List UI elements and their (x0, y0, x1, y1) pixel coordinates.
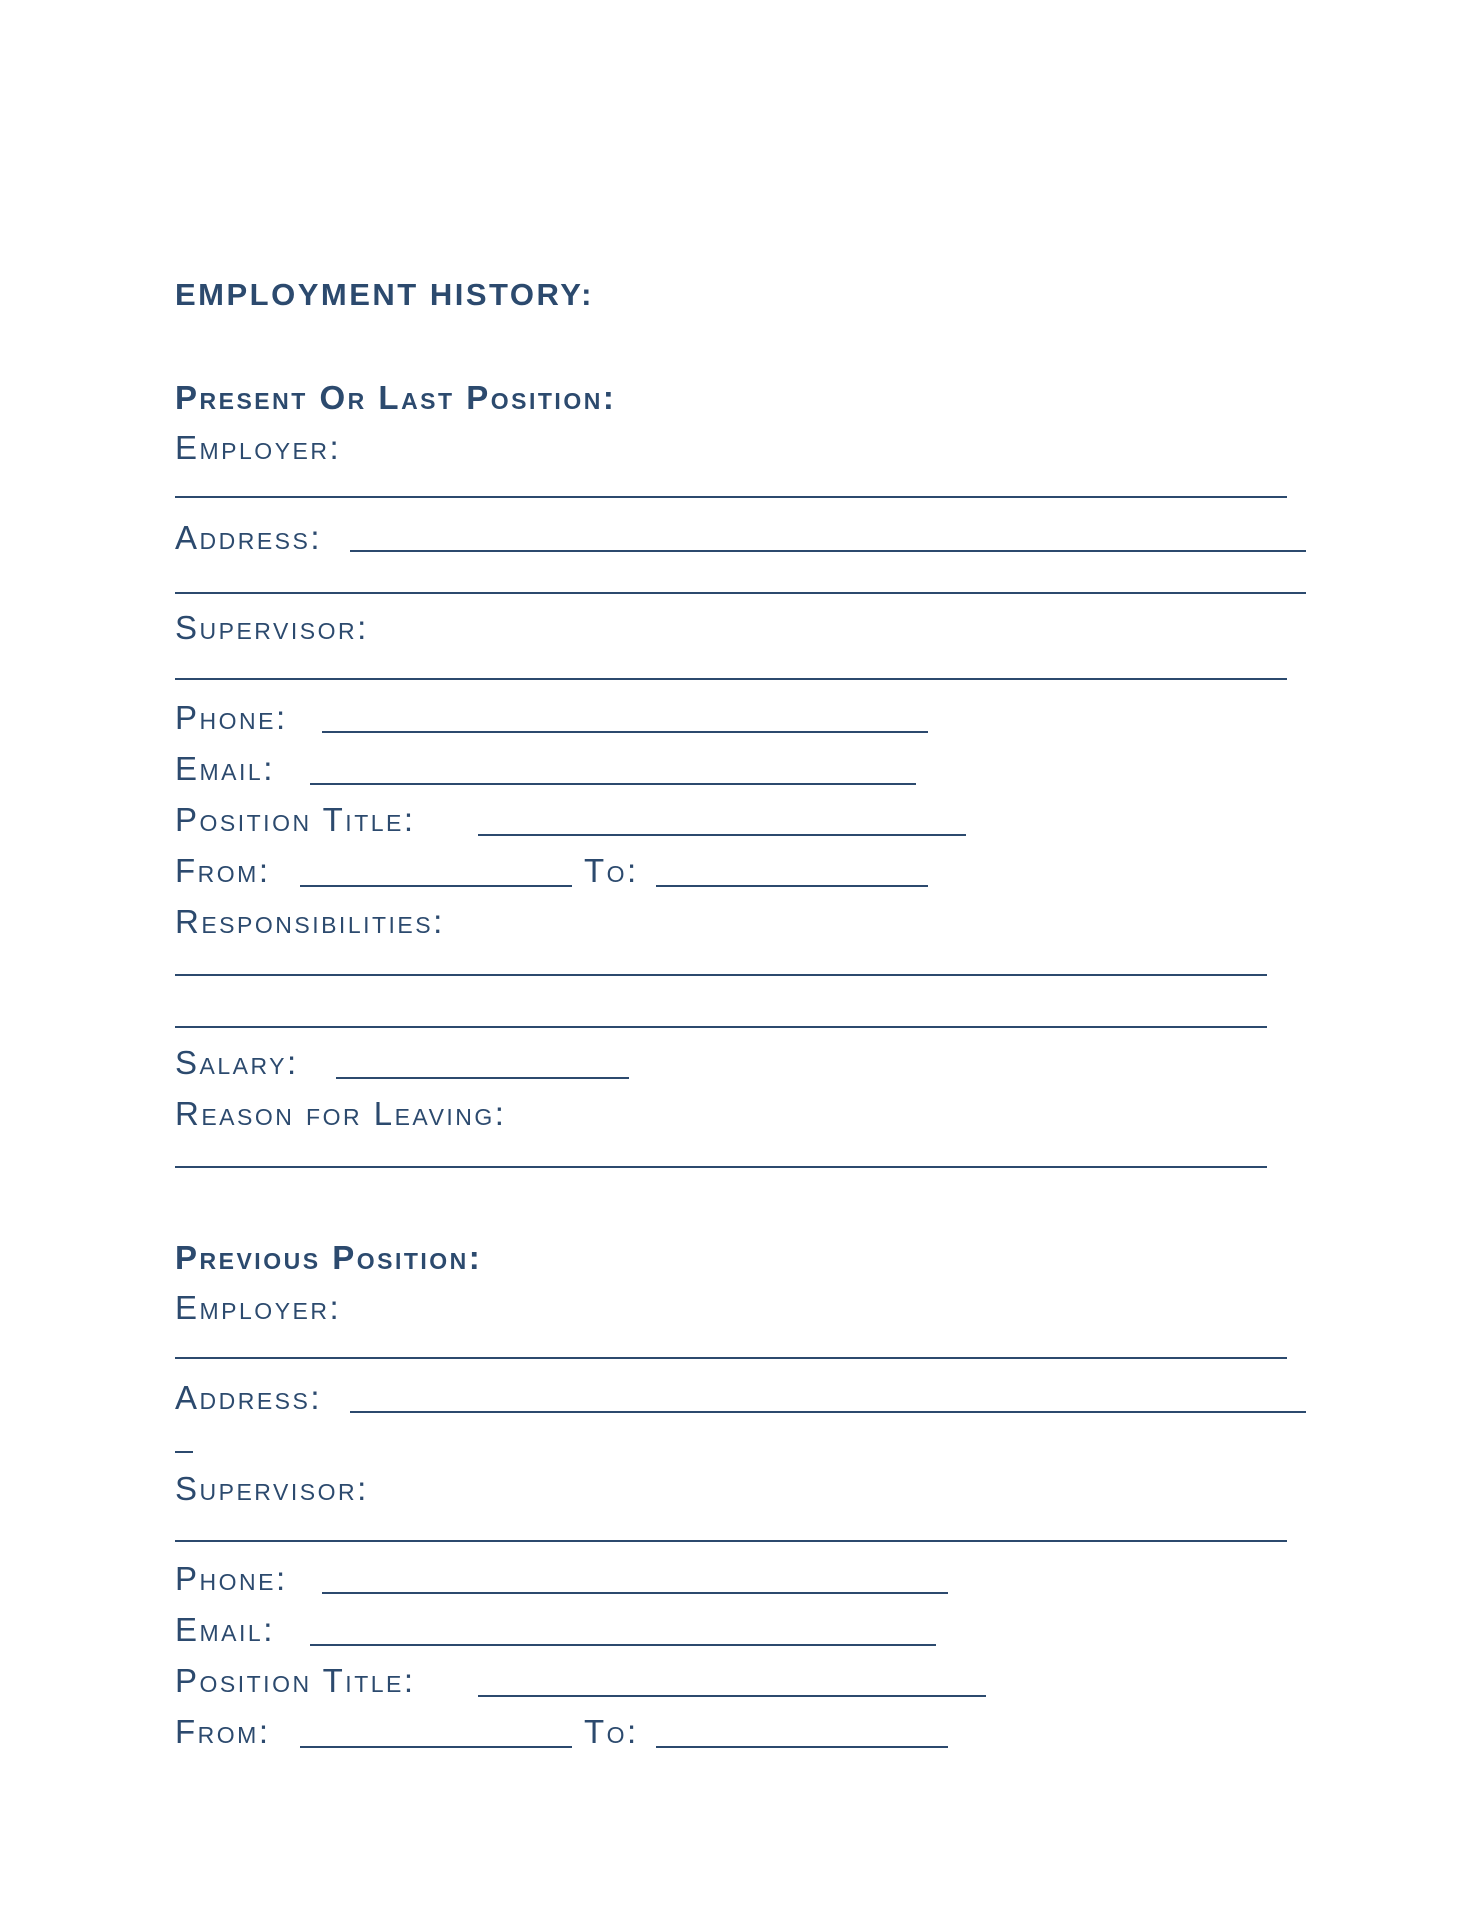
present-responsibilities-field-line2[interactable] (175, 1026, 1267, 1028)
present-to-field[interactable] (656, 885, 928, 887)
present-employer-field[interactable] (175, 496, 1287, 498)
present-phone-field[interactable] (322, 731, 928, 733)
present-from-field[interactable] (300, 885, 572, 887)
present-address-row: Address: (175, 519, 323, 556)
present-phone-row: Phone: (175, 699, 288, 736)
previous-employer-field[interactable] (175, 1357, 1287, 1359)
present-supervisor-field[interactable] (175, 678, 1287, 680)
present-employer-label: Employer: (175, 429, 342, 466)
present-reason-field[interactable] (175, 1166, 1267, 1168)
present-email-field[interactable] (310, 783, 916, 785)
previous-phone-field[interactable] (322, 1592, 948, 1594)
previous-from-label: From: (175, 1713, 271, 1750)
present-position-title-field[interactable] (478, 834, 966, 836)
previous-position-heading: Previous Position: (175, 1239, 483, 1276)
present-salary-row: Salary: (175, 1044, 299, 1081)
previous-supervisor-field[interactable] (175, 1540, 1287, 1542)
present-reason-label: Reason for Leaving: (175, 1095, 507, 1132)
present-responsibilities-field-line1[interactable] (175, 974, 1267, 976)
previous-from-field[interactable] (300, 1746, 572, 1748)
present-address-field-line2[interactable] (175, 592, 1306, 594)
page-title: EMPLOYMENT HISTORY: (175, 277, 594, 312)
present-to-label: To: (584, 852, 639, 889)
previous-supervisor-label: Supervisor: (175, 1470, 369, 1507)
previous-position-title-row: Position Title: (175, 1662, 416, 1699)
present-address-field[interactable] (350, 550, 1306, 552)
previous-email-row: Email: (175, 1611, 275, 1648)
previous-employer-label: Employer: (175, 1289, 342, 1326)
present-salary-field[interactable] (336, 1077, 629, 1079)
present-supervisor-label: Supervisor: (175, 609, 369, 646)
present-position-heading: Present Or Last Position: (175, 379, 617, 416)
previous-to-label: To: (584, 1713, 639, 1750)
previous-phone-row: Phone: (175, 1560, 288, 1597)
previous-email-field[interactable] (310, 1644, 936, 1646)
previous-address-field[interactable] (350, 1411, 1306, 1413)
present-position-title-row: Position Title: (175, 801, 416, 838)
previous-position-title-field[interactable] (478, 1695, 986, 1697)
present-from-label: From: (175, 852, 271, 889)
present-email-row: Email: (175, 750, 275, 787)
previous-address-row: Address: (175, 1379, 323, 1416)
present-responsibilities-label: Responsibilities: (175, 903, 445, 940)
previous-address-field-continuation[interactable] (175, 1451, 193, 1453)
previous-to-field[interactable] (656, 1746, 948, 1748)
